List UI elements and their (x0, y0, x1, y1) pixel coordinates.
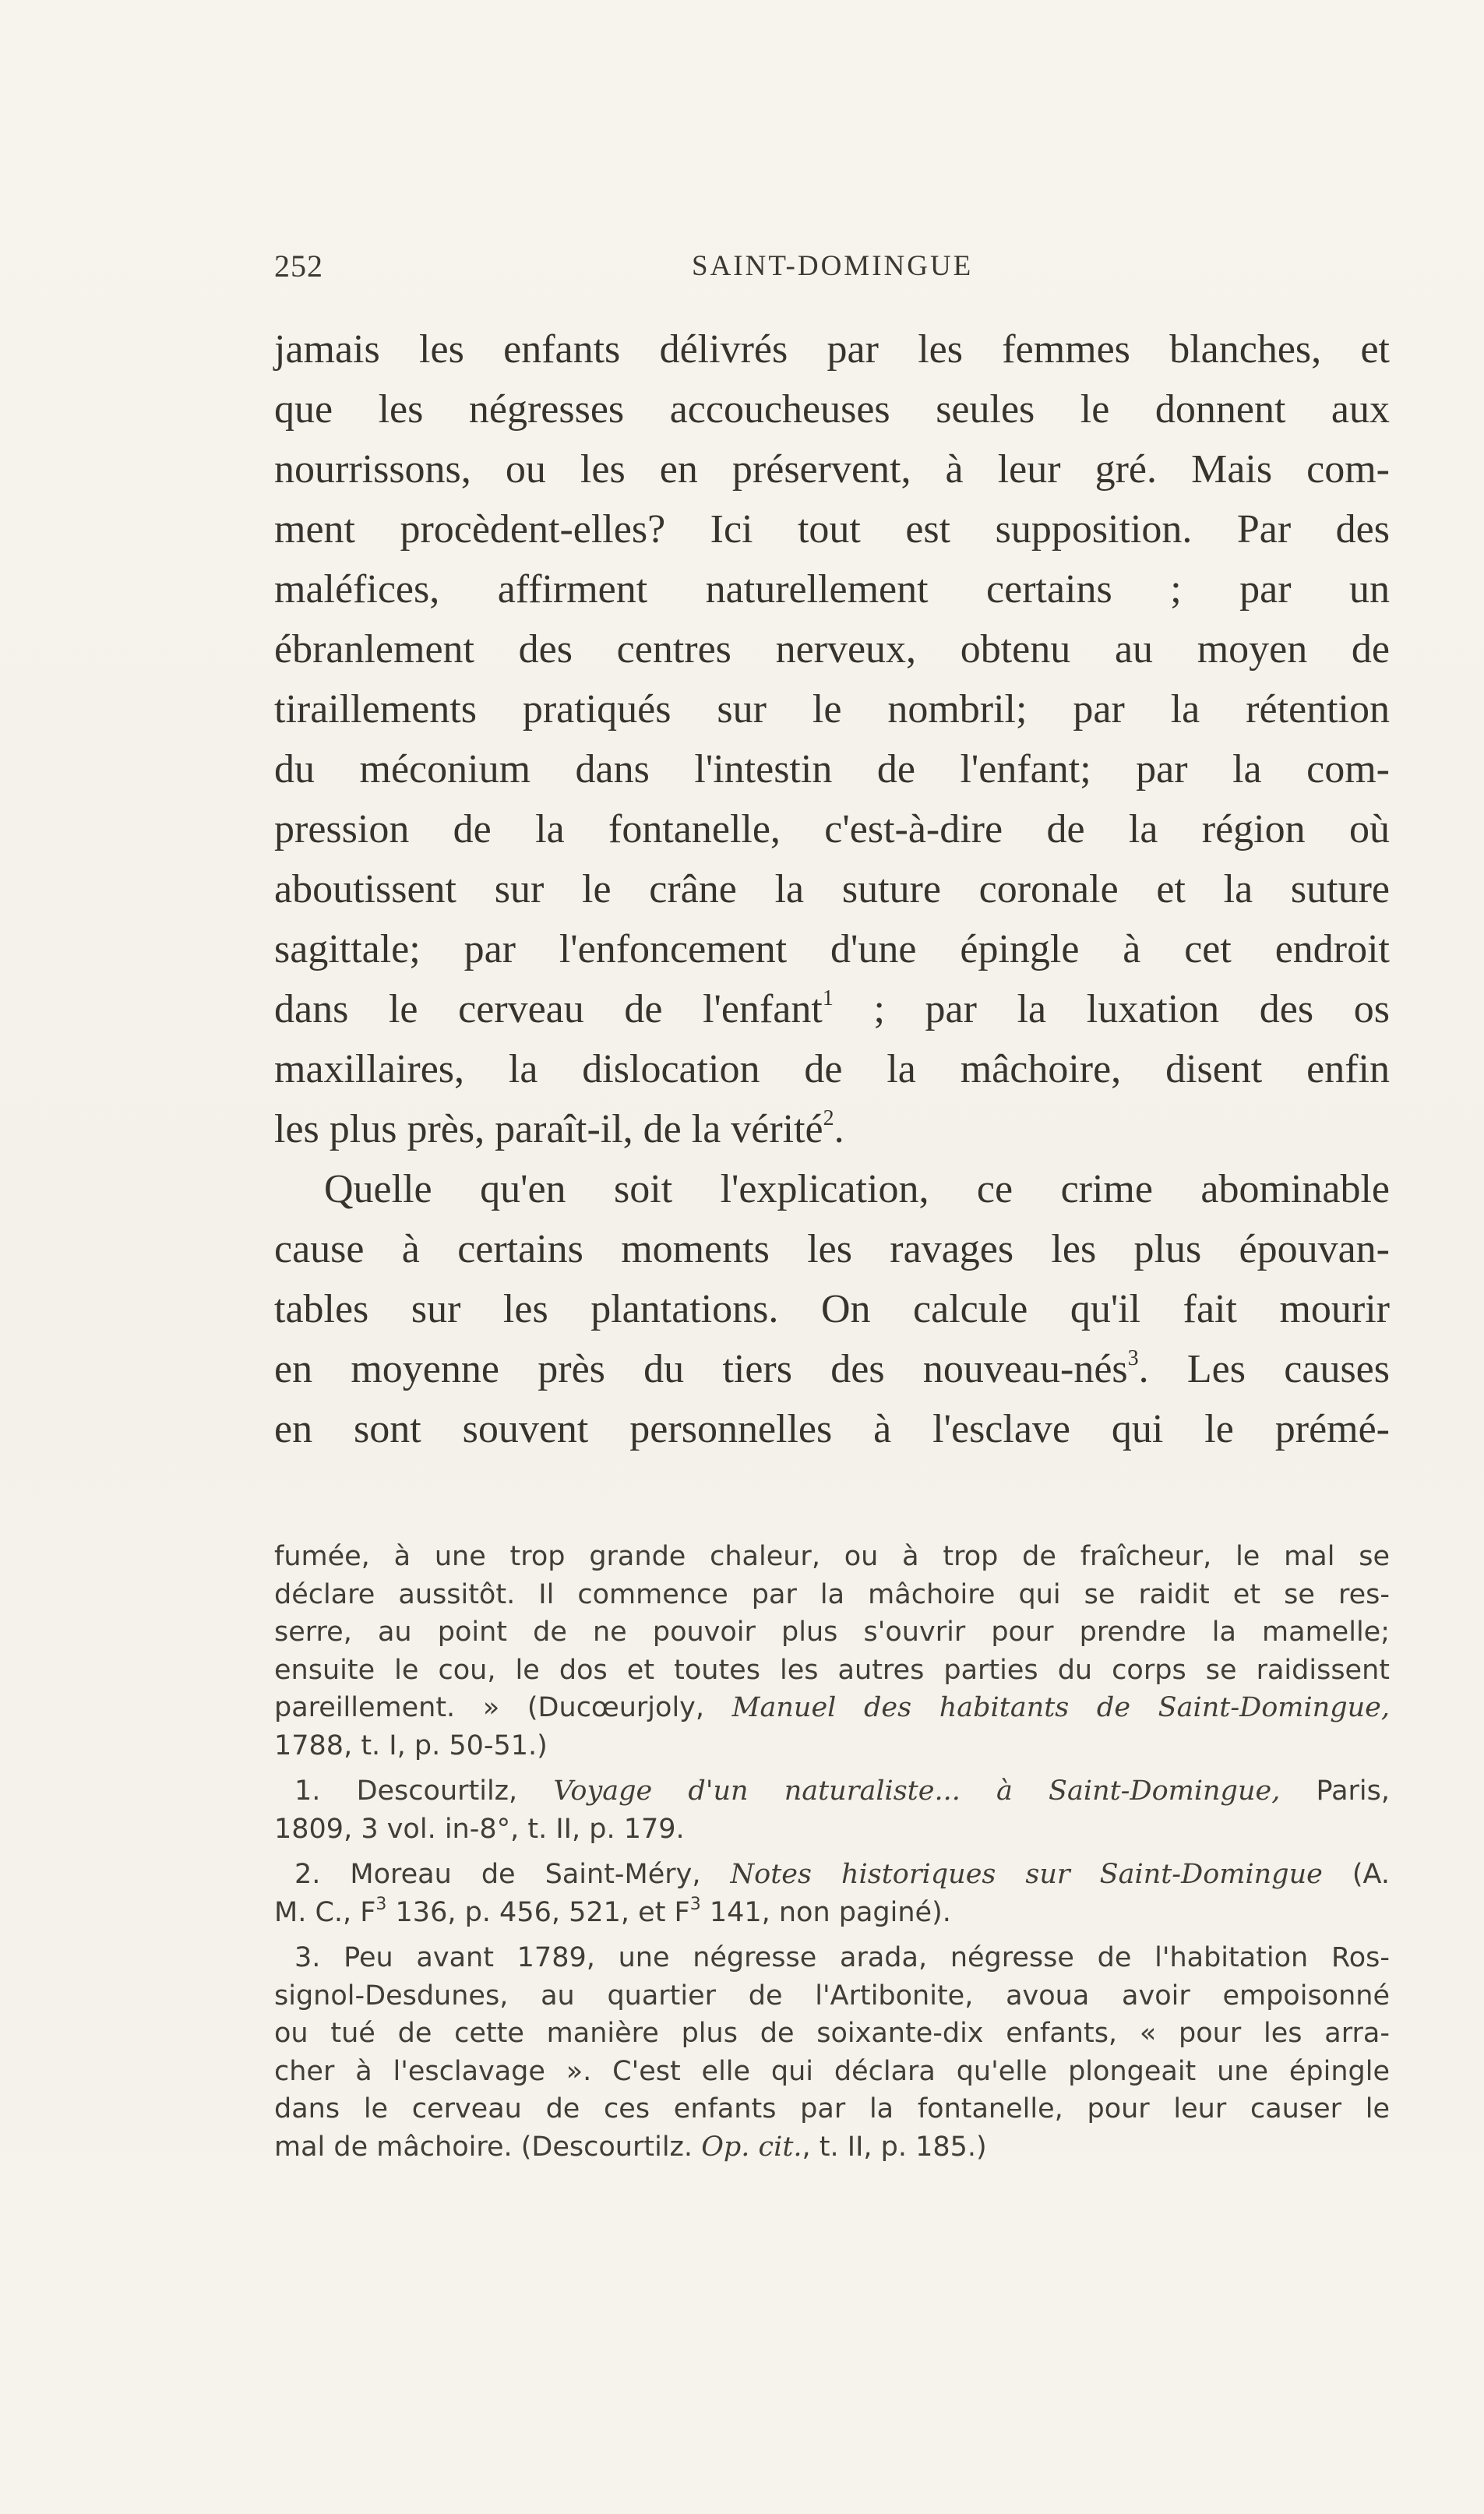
footnote-line: fumée, à une trop grande chaleur, ou à trop de fraîcheur, le mal se (274, 1541, 1390, 1572)
footnote-continuation (274, 1538, 1390, 1765)
text-segment: 141, non paginé). (700, 1896, 951, 1928)
text-segment: Paris, (1280, 1775, 1390, 1807)
citation-title: Voyage d'un naturaliste... à Saint-Domingue, (553, 1775, 1281, 1807)
text-line: pression de la fontanelle, c'est-à-dire de la région où (274, 807, 1390, 852)
footnote-ref-3[interactable]: 3 (1127, 1345, 1139, 1370)
paragraph-1 (274, 319, 1390, 1159)
text-line (274, 1099, 1390, 1159)
footnote-line (274, 1689, 1390, 1727)
footnote-line: ou tué de cette manière plus de soixante-dix enfants, « pour les arra- (274, 2018, 1390, 2049)
text-line: maléfices, affirment naturellement certains ; par un (274, 567, 1390, 612)
footnote-2 (274, 1856, 1390, 1931)
text-line: tiraillements pratiqués sur le nombril; par la rétention (274, 687, 1390, 732)
text-segment: 1. Descourtilz, (294, 1775, 554, 1807)
text-line: cause à certains moments les ravages les plus épouvan- (274, 1227, 1390, 1271)
text-segment: dans le cerveau de l'enfant (274, 987, 823, 1031)
text-line: aboutissent sur le crâne la suture coronale et la suture (274, 867, 1390, 911)
footnote-1 (274, 1772, 1390, 1848)
text-line: jamais les enfants délivrés par les femmes blanches, et (274, 327, 1390, 372)
footnote-line: déclare aussitôt. Il commence par la mâchoire qui se raidit et se res- (274, 1578, 1390, 1610)
text-segment: . (834, 1107, 844, 1151)
footnote-line: signol-Desdunes, au quartier de l'Artibonite, avoua avoir empoisonné (274, 1980, 1390, 2012)
text-line: nourrissons, ou les en préservent, à leur gré. Mais com- (274, 447, 1390, 492)
footnote-line (274, 1894, 1390, 1932)
footnote-line (274, 1856, 1390, 1894)
footnote-line: serre, au point de ne pouvoir plus s'ouvrir pour prendre la mamelle; (274, 1617, 1390, 1648)
citation-title: Notes historiques sur Saint-Domingue (730, 1859, 1323, 1890)
main-text (274, 319, 1390, 1459)
footnote-line: 3. Peu avant 1789, une négresse arada, négresse de l'habitation Ros- (294, 1942, 1390, 1973)
text-segment: (A. (1322, 1859, 1390, 1890)
text-line: tables sur les plantations. On calcule qu'il fait mourir (274, 1287, 1390, 1331)
superscript: 3 (689, 1894, 701, 1914)
footnote-line: dans le cerveau de ces enfants par la fontanelle, pour leur causer le (274, 2093, 1390, 2124)
page-number: 252 (274, 249, 323, 284)
text-segment: en moyenne près du tiers des nouveau-nés (274, 1347, 1128, 1391)
text-segment: ; par la luxation des os (833, 987, 1390, 1031)
text-segment: 2. Moreau de Saint-Méry, (294, 1859, 731, 1890)
text-segment: . Les causes (1138, 1347, 1390, 1391)
text-line: du méconium dans l'intestin de l'enfant; par la com- (274, 747, 1390, 792)
text-line (274, 1339, 1390, 1399)
text-line: en sont souvent personnelles à l'esclave qui le prémé- (274, 1407, 1390, 1451)
footnote-ref-2[interactable]: 2 (823, 1105, 834, 1130)
text-line (274, 979, 1390, 1039)
footnotes (274, 1538, 1390, 2166)
running-title: SAINT-DOMINGUE (692, 250, 974, 282)
footnote-line: 1788, t. I, p. 50-51.) (274, 1729, 548, 1761)
footnote-3 (274, 1939, 1390, 2166)
page-header (274, 248, 1390, 287)
text-line: sagittale; par l'enfoncement d'une épingle à cet endroit (274, 927, 1390, 971)
text-segment: M. C., F (274, 1896, 376, 1928)
text-line: maxillaires, la dislocation de la mâchoire, disent enfin (274, 1047, 1390, 1091)
superscript: 3 (375, 1894, 387, 1914)
paragraph-2 (274, 1159, 1390, 1459)
citation-title: Op. cit. (701, 2131, 802, 2163)
citation-title: Manuel des habitants de Saint-Domingue, (731, 1692, 1390, 1723)
text-line: Quelle qu'en soit l'explication, ce crime abominable (324, 1167, 1390, 1211)
footnote-line (274, 1772, 1390, 1811)
text-line: que les négresses accoucheuses seules le donnent aux (274, 387, 1390, 432)
text-segment: 136, p. 456, 521, et F (386, 1896, 690, 1928)
footnote-line: cher à l'esclavage ». C'est elle qui déclara qu'elle plongeait une épingle (274, 2055, 1390, 2087)
text-segment: , t. II, p. 185.) (802, 2131, 987, 2163)
text-line: ébranlement des centres nerveux, obtenu au moyen de (274, 627, 1390, 672)
text-segment: mal de mâchoire. (Descourtilz. (274, 2131, 702, 2163)
footnote-line: ensuite le cou, le dos et toutes les autres parties du corps se raidissent (274, 1654, 1390, 1686)
text-segment: les plus près, paraît-il, de la vérité (274, 1107, 823, 1151)
text-segment: pareillement. » (Ducœurjoly, (274, 1692, 732, 1723)
footnote-line: 1809, 3 vol. in-8°, t. II, p. 179. (274, 1813, 685, 1845)
footnote-ref-1[interactable]: 1 (822, 986, 834, 1010)
footnote-line (274, 2128, 1390, 2167)
text-line: ment procèdent-elles? Ici tout est supposition. Par des (274, 507, 1390, 552)
